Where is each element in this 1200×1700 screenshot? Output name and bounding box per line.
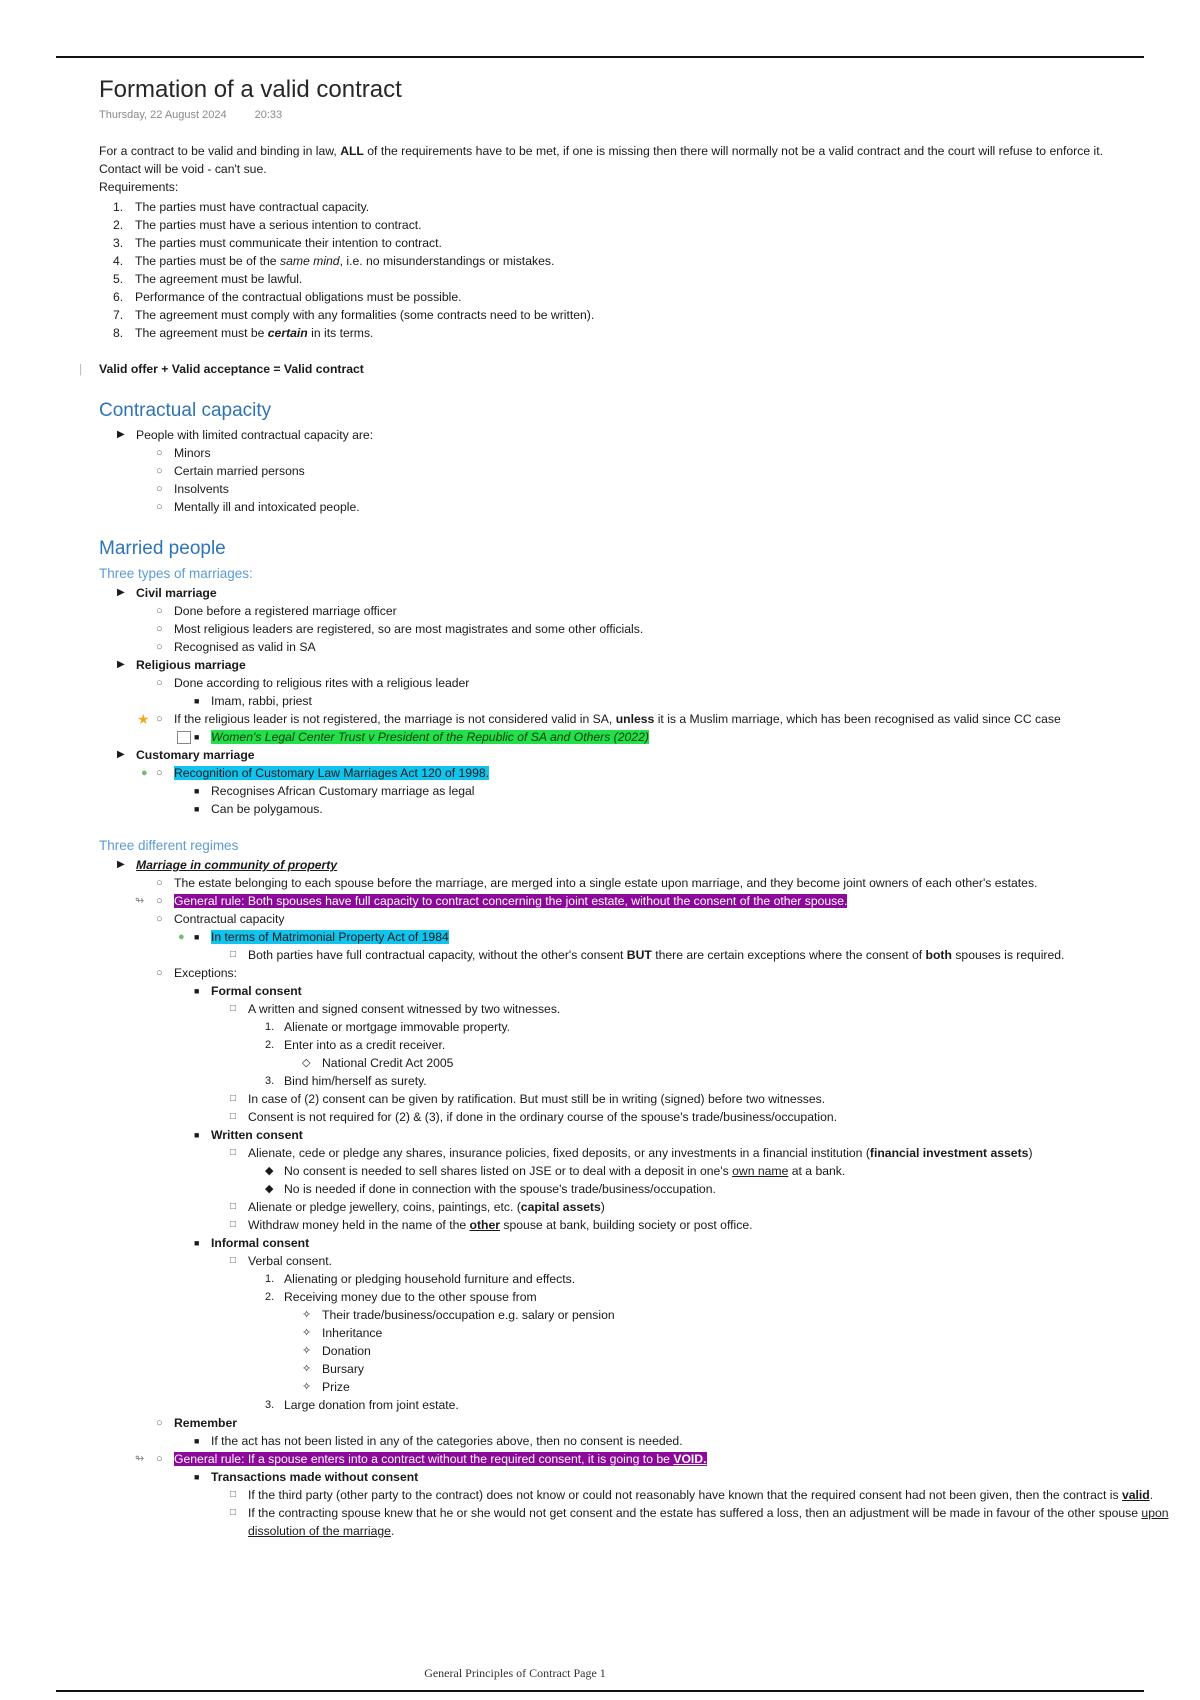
list-item[interactable]: ▶ Customary marriage: [117, 748, 255, 762]
list-item: 3. The parties must communicate their intention to contract.: [113, 236, 442, 250]
list-item: ■ Formal consent: [194, 984, 302, 998]
list-item: ★ ○ If the religious leader is not registered, the marriage is not considered valid in SA, unless it is a Muslim marriage, which has been recognised as valid since CC case: [137, 711, 1061, 727]
act-citation: Recognition of Customary Law Marriages Act 120 of 1998.: [174, 766, 490, 780]
list-item: 1. The parties must have contractual capacity.: [113, 200, 370, 214]
list-item: ◇ National Credit Act 2005: [302, 1056, 454, 1070]
list-item: ↬ ○ General rule: If a spouse enters into a contract without the required consent, it is going to be VOID.: [135, 1452, 707, 1466]
subheading-regimes: Three different regimes: [99, 838, 239, 853]
list-item: ○ Mentally ill and intoxicated people.: [156, 500, 360, 514]
list-item[interactable]: ▶ Civil marriage: [117, 586, 217, 600]
bottom-rule: [56, 1690, 1144, 1692]
list-item: 2. Enter into as a credit receiver.: [265, 1038, 446, 1052]
list-item: ○ Contractual capacity: [156, 912, 285, 926]
heading-contractual-capacity: Contractual capacity: [99, 400, 272, 421]
list-item: □ If the third party (other party to the contract) does not know or could not reasonably have known that the required consent had not been given, then the contract is valid.: [230, 1488, 1154, 1502]
list-item: 3. Bind him/herself as surety.: [265, 1074, 427, 1088]
list-item: 6. Performance of the contractual obligations must be possible.: [113, 290, 462, 304]
list-item: 7. The agreement must comply with any formalities (some contracts need to be written).: [113, 308, 595, 322]
list-item: ✧ Their trade/business/occupation e.g. salary or pension: [302, 1308, 615, 1322]
expand-triangle-icon[interactable]: ▶: [117, 659, 125, 670]
star-icon[interactable]: ★: [137, 711, 150, 727]
link-tag-icon[interactable]: ↬: [135, 1453, 145, 1465]
list-item: ○ Done before a registered marriage officer: [156, 604, 397, 618]
list-item: □ Alienate, cede or pledge any shares, insurance policies, fixed deposits, or any investments in a financial institution (financial investment assets): [230, 1146, 1033, 1160]
checkbox-icon[interactable]: [177, 731, 191, 744]
margin-mark: |: [79, 362, 83, 376]
act-citation: In terms of Matrimonial Property Act of 1984: [211, 930, 449, 944]
list-item: ✧ Inheritance: [302, 1326, 383, 1340]
list-item: 2. The parties must have a serious intention to contract.: [113, 218, 422, 232]
green-dot-icon: ●: [141, 767, 148, 779]
list-item: 2. Receiving money due to the other spouse from: [265, 1290, 537, 1304]
list-item: ● ■ In terms of Matrimonial Property Act of 1984: [178, 930, 449, 944]
list-item: 8. The agreement must be certain in its terms.: [113, 326, 374, 340]
requirements-label: Requirements:: [99, 180, 179, 194]
list-item: □ In case of (2) consent can be given by ratification. But must still be in writing (signed) before two witnesses.: [230, 1092, 826, 1106]
page-title: Formation of a valid contract: [99, 76, 402, 103]
list-item: □ Both parties have full contractual capacity, without the other's consent BUT there are certain exceptions where the consent of both spouses is required.: [230, 948, 1065, 962]
green-dot-icon: ●: [178, 931, 185, 943]
general-rule-highlight: General rule: If a spouse enters into a contract without the required consent, it is going to be VOID.: [174, 1452, 707, 1466]
list-item: ○ Recognised as valid in SA: [156, 640, 316, 654]
subheading-marriage-types: Three types of marriages:: [99, 566, 253, 581]
list-item: ○ Certain married persons: [156, 464, 305, 478]
expand-triangle-icon[interactable]: ▶: [117, 429, 125, 440]
list-item: ✧ Bursary: [302, 1362, 364, 1376]
list-item: 3. Large donation from joint estate.: [265, 1398, 459, 1412]
list-item: □ Alienate or pledge jewellery, coins, paintings, etc. (capital assets): [230, 1200, 605, 1214]
list-item: ○ Exceptions:: [156, 966, 238, 980]
list-item[interactable]: ▶ Religious marriage: [117, 658, 246, 672]
page-time: 20:33: [254, 109, 283, 121]
requirements-list: [99, 198, 1189, 342]
list-item: ■ Informal consent: [194, 1236, 310, 1250]
list-item: 4. The parties must be of the same mind, i.e. no misunderstandings or mistakes.: [113, 254, 555, 268]
list-item: ○ Done according to religious rites with a religious leader: [156, 676, 470, 690]
list-item: □ Withdraw money held in the name of the other spouse at bank, building society or post office.: [230, 1218, 753, 1232]
list-item: ■ Can be polygamous.: [194, 802, 323, 816]
list-item[interactable]: ▶ People with limited contractual capacity are:: [117, 428, 374, 442]
list-item[interactable]: ▶ Marriage in community of property: [117, 858, 338, 872]
page-datetime: [99, 106, 1189, 124]
expand-triangle-icon[interactable]: ▶: [117, 859, 125, 870]
list-item: ○ Minors: [156, 446, 211, 460]
list-item: □ If the contracting spouse knew that he or she would not get consent and the estate has suffered a loss, then an adjustment will be made in favour of the other spouse upon dissolution of the marriage.: [230, 1506, 1169, 1538]
link-tag-icon[interactable]: ↬: [135, 895, 145, 907]
list-item: ◆ No consent is needed to sell shares listed on JSE or to deal with a deposit in one's own name at a bank.: [265, 1164, 846, 1178]
page-footer: General Principles of Contract Page 1: [424, 1666, 606, 1680]
list-item: ■ Women's Legal Center Trust v President of the Republic of SA and Others (2022): [99, 728, 1189, 746]
general-rule-highlight: General rule: Both spouses have full capacity to contract concerning the joint estate, without the consent of the other spouse.: [174, 894, 848, 908]
list-item: ✧ Donation: [302, 1344, 371, 1358]
list-item: □ Consent is not required for (2) & (3), if done in the ordinary course of the spouse's trade/business/occupation.: [230, 1110, 838, 1124]
expand-triangle-icon[interactable]: ▶: [117, 749, 125, 760]
list-item: ○ Remember: [156, 1416, 237, 1430]
list-item: ◆ No is needed if done in connection with the spouse's trade/business/occupation.: [265, 1182, 716, 1196]
page-date: Thursday, 22 August 2024: [99, 109, 227, 121]
heading-married-people: Married people: [99, 538, 226, 559]
intro-paragraph: For a contract to be valid and binding in law, ALL of the requirements have to be met, if one is missing then there will normally not be a valid contract and the court will refuse to enforce it.: [99, 144, 1103, 158]
top-rule: [56, 56, 1144, 58]
list-item: ✧ Prize: [302, 1380, 350, 1394]
expand-triangle-icon[interactable]: ▶: [117, 587, 125, 598]
list-item: ■ If the act has not been listed in any of the categories above, then no consent is needed.: [194, 1434, 683, 1448]
list-item: ○ Most religious leaders are registered, so are most magistrates and some other officials.: [156, 622, 644, 636]
list-item: ○ The estate belonging to each spouse before the marriage, are merged into a single estate upon marriage, and they become joint owners of each other's estates.: [156, 876, 1038, 890]
list-item: ↬ ○ General rule: Both spouses have full capacity to contract concerning the joint estate, without the consent of the other spouse.: [135, 894, 848, 908]
list-item: ● ○ Recognition of Customary Law Marriages Act 120 of 1998.: [141, 766, 490, 780]
list-item: ○ Insolvents: [156, 482, 229, 496]
list-item: ■ Recognises African Customary marriage as legal: [194, 784, 475, 798]
list-item: 1. Alienate or mortgage immovable property.: [265, 1020, 511, 1034]
list-item: ■ Written consent: [194, 1128, 303, 1142]
case-citation: Women's Legal Center Trust v President of the Republic of SA and Others (2022): [211, 730, 649, 744]
list-item: 5. The agreement must be lawful.: [113, 272, 303, 286]
list-item: □ Verbal consent.: [230, 1254, 333, 1268]
intro-void-line: Contact will be void - can't sue.: [99, 162, 267, 176]
note-page: [79, 74, 1189, 1540]
list-item: ■ Transactions made without consent: [194, 1470, 419, 1484]
list-item: ■ Imam, rabbi, priest: [194, 694, 312, 708]
list-item: □ A written and signed consent witnessed by two witnesses.: [230, 1002, 561, 1016]
list-item: 1. Alienating or pledging household furniture and effects.: [265, 1272, 576, 1286]
equation-line: | Valid offer + Valid acceptance = Valid contract: [79, 362, 364, 376]
